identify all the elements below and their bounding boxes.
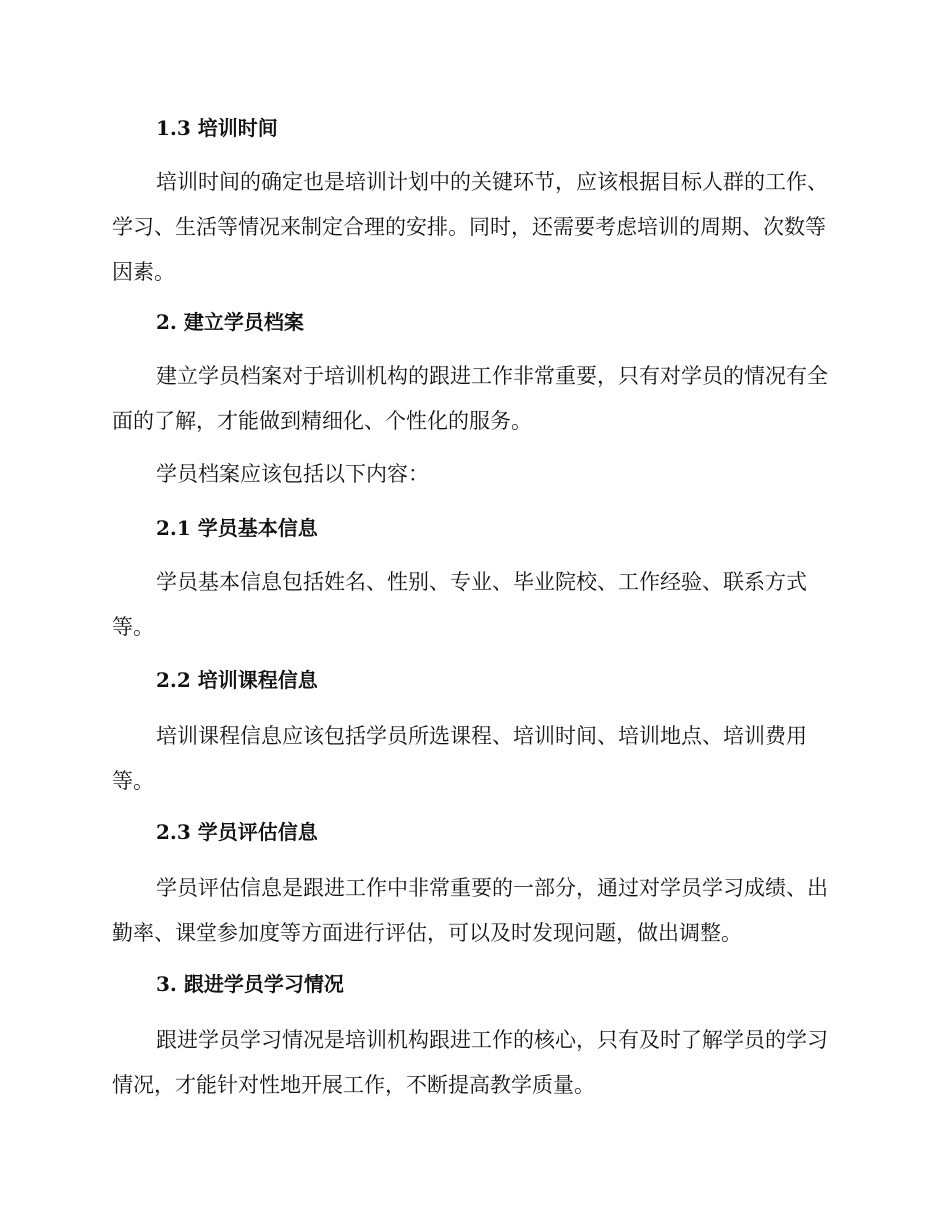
section-heading-2-3: 2.3 学员评估信息 [156, 820, 318, 844]
paragraph-records-contents: 学员档案应该包括以下内容： [156, 462, 429, 486]
paragraph-follow-up-learning: 跟进学员学习情况是培训机构跟进工作的核心，只有及时了解学员的学习情况，才能针对性地开展工作，不断提高教学质量。 [112, 1028, 828, 1097]
section-heading-2-1: 2.1 学员基本信息 [156, 516, 318, 540]
paragraph-course-info: 培训课程信息应该包括学员所选课程、培训时间、培训地点、培训费用等。 [112, 724, 807, 793]
section-heading-2-2: 2.2 培训课程信息 [156, 668, 318, 692]
paragraph-evaluation-info: 学员评估信息是跟进工作中非常重要的一部分，通过对学员学习成绩、出勤率、课堂参加度等方面进行评估，可以及时发现问题，做出调整。 [112, 876, 828, 945]
paragraph-basic-info: 学员基本信息包括姓名、性别、专业、毕业院校、工作经验、联系方式等。 [112, 570, 807, 639]
paragraph-student-records: 建立学员档案对于培训机构的跟进工作非常重要，只有对学员的情况有全面的了解，才能做到精细化、个性化的服务。 [112, 364, 828, 433]
section-heading-3: 3. 跟进学员学习情况 [156, 972, 344, 996]
paragraph-training-time: 培训时间的确定也是培训计划中的关键环节，应该根据目标人群的工作、学习、生活等情况来制定合理的安排。同时，还需要考虑培训的周期、次数等因素。 [112, 170, 828, 284]
section-heading-1-3: 1.3 培训时间 [156, 116, 278, 140]
section-heading-2: 2. 建立学员档案 [156, 310, 304, 334]
